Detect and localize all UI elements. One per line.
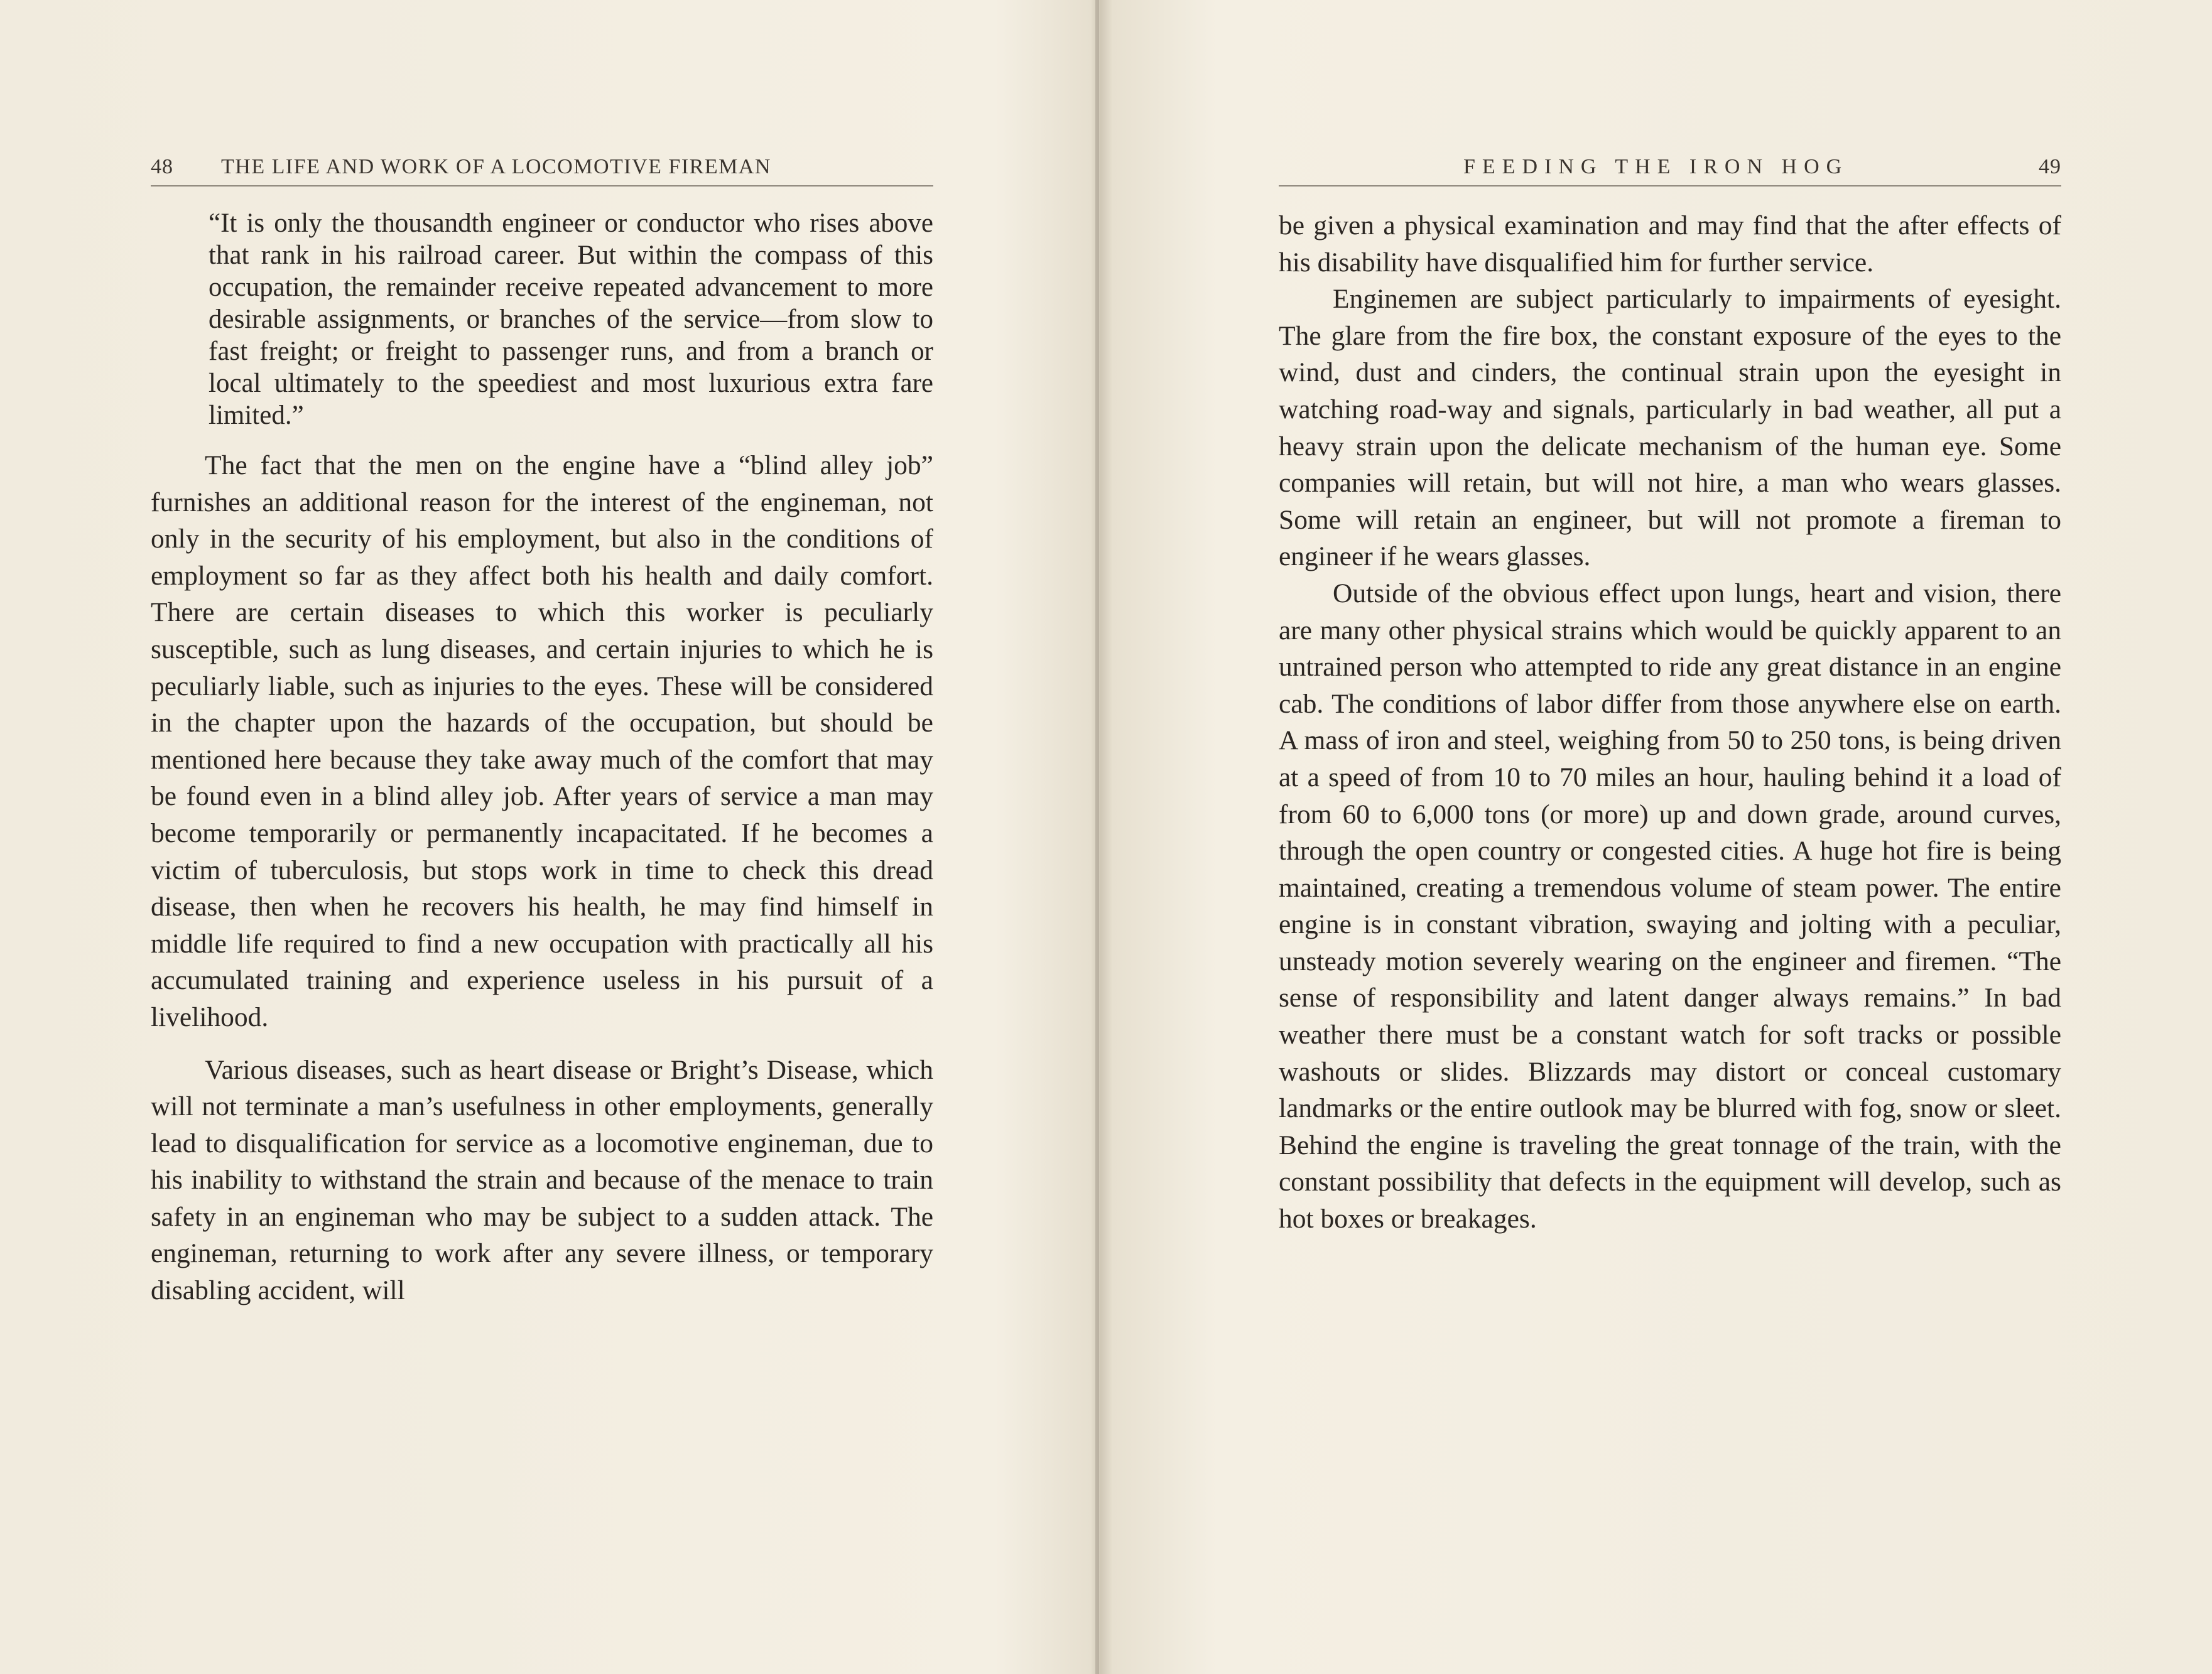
right-running-head xyxy=(1279,153,2061,186)
right-paragraph-2: Outside of the obvious effect upon lungs, heart and vision, there are many other physical strains which would be quickly apparent to an untrained person who attempted to ride any great distance in an engine cab. The conditions of labor differ from those anywhere else on earth. A mass of iron and steel, weighing from 50 to 250 tons, is being driven at a speed of from 10 to 70 miles an hour, hauling behind it a load of from 60 to 6,000 tons (or more) up and down grade, around curves, through the open country or congested cities. A huge hot fire is being maintained, creating a tremendous volume of steam power. The entire engine is in constant vibration, swaying and jolting with a peculiar, unsteady motion severely wearing on the engineer and firemen. “The sense of responsibility and latent danger always remains.” In bad weather there must be a constant watch for soft tracks or possible washouts or slides. Blizzards may distort or conceal customary landmarks or the entire outlook may be blurred with fog, snow or sleet. Behind the engine is traveling the great tonnage of the train, with the constant possibility that defects in the equipment will develop, such as hot boxes or breakages. xyxy=(1279,578,2061,1234)
right-running-title: FEEDING THE IRON HOG xyxy=(1463,155,1849,178)
left-running-title: THE LIFE AND WORK OF A LOCOMOTIVE FIREMAN xyxy=(221,155,771,178)
right-body-text xyxy=(1279,207,2061,1238)
right-page-number: 49 xyxy=(2039,155,2061,178)
left-paragraph-2: Various diseases, such as heart disease or Bright’s Disease, which will not terminate a man’s usefulness in other employments, generally lead to disqualification for service as a locomotive engineman, due to his inability to withstand the strain and because of the menace to train safety in an engineman who may be subject to a sudden attack. The engineman, returning to work after any severe illness, or temporary disabling accident, will xyxy=(151,1054,933,1306)
left-block-quote: “It is only the thousandth engineer or conductor who rises above that rank in his railroad career. But within the compass of this occupation, the remainder receive repeated advancement to more desirable assignments, or branches of the service—from slow to fast freight; or freight to passenger runs, and from a branch or local ultimately to the speediest and most luxurious extra fare limited.” xyxy=(209,208,933,430)
right-paragraph-continued: be given a physical examination and may find that the after effects of his disability have disqualified him for further service. xyxy=(1279,210,2061,278)
left-page-number: 48 xyxy=(151,155,173,178)
left-paragraph-1: The fact that the men on the engine have a “blind alley job” furnishes an additional reason for the interest of the engineman, not only in the security of his employment, but also in the conditions of employment so far as they affect both his health and daily comfort. There are certain diseases to which this worker is peculiarly susceptible, such as lung diseases, and certain injuries to which he is peculiarly liable, such as injuries to the eyes. These will be considered in the chapter upon the hazards of the occupation, but should be mentioned here because they take away much of the comfort that may be found even in a blind alley job. After years of service a man may become temporarily or permanently incapacitated. If he becomes a victim of tuberculosis, but stops work in time to check this dread disease, then when he recovers his health, he may find himself in middle life required to find a new occupation with practically all his accumulated training and experience useless in his pursuit of a livelihood. xyxy=(151,450,933,1032)
right-page xyxy=(1279,0,2061,1674)
right-paragraph-1: Enginemen are subject particularly to impairments of eyesight. The glare from the fire box, the constant exposure of the eyes to the wind, dust and cinders, the continual strain upon the eyesight in watching road-way and signals, particularly in bad weather, all put a heavy strain upon the delicate mechanism of the human eye. Some companies will retain, but will not hire, a man who wears glasses. Some will retain an engineer, but will not promote a fireman to engineer if he wears glasses. xyxy=(1279,284,2061,572)
left-page xyxy=(151,0,933,1674)
left-running-head xyxy=(151,153,933,186)
book-gutter xyxy=(1095,0,1099,1674)
left-body-text xyxy=(151,207,933,1309)
